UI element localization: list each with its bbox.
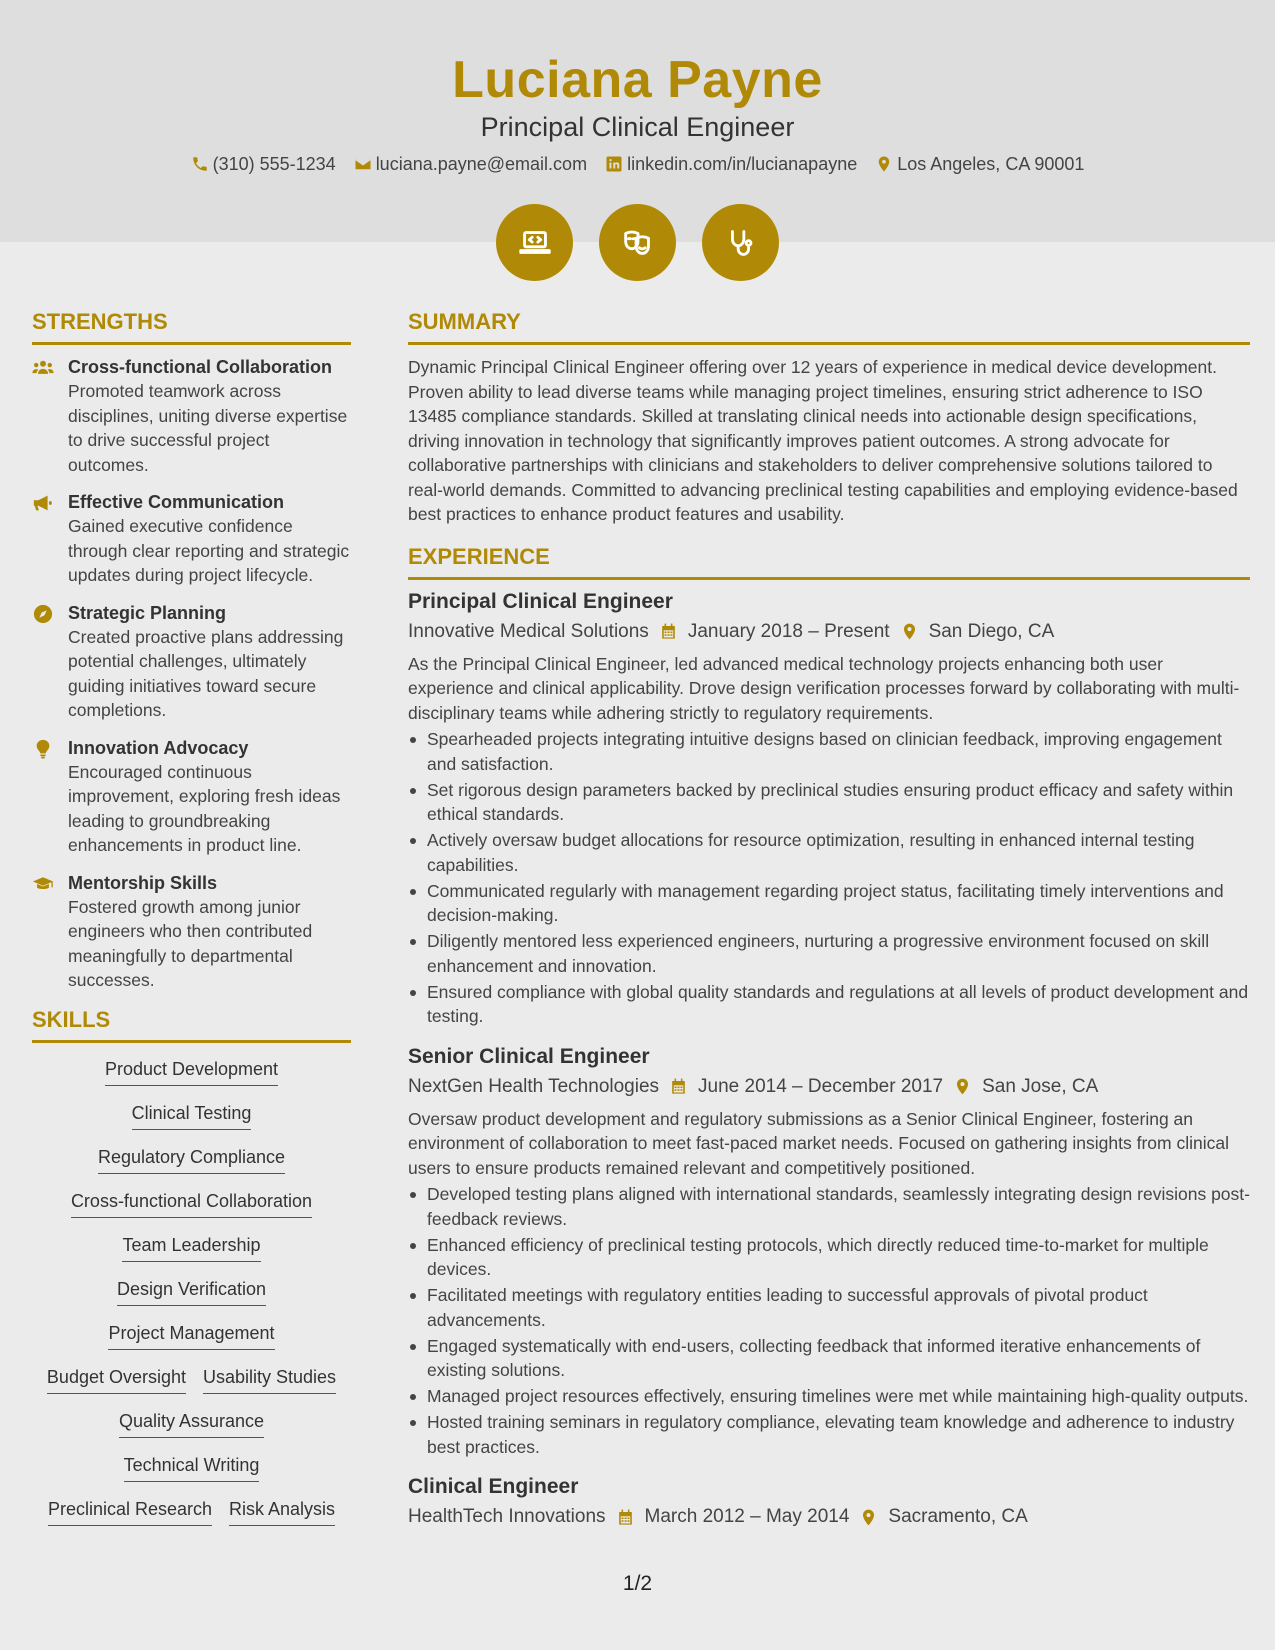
right-column: [408, 308, 1250, 1545]
job-bullet: Managed project resources effectively, ensuring timelines were met while maintaining high-quality outputs.: [408, 1384, 1250, 1409]
skill-tag: Risk Analysis: [229, 1497, 335, 1526]
strength-item: [32, 871, 351, 993]
stethoscope-badge: [702, 204, 779, 281]
skill-tag: Budget Oversight: [47, 1365, 186, 1394]
skill-row: [32, 1101, 351, 1130]
skill-row: [32, 1321, 351, 1350]
strength-desc: Fostered growth among junior engineers who then contributed meaningfully to departmental successes.: [68, 896, 313, 990]
skill-row: [32, 1365, 351, 1394]
job-meta: [408, 1073, 1250, 1101]
job-entry: [408, 1473, 1250, 1531]
strength-title: Mentorship Skills: [68, 872, 218, 893]
skill-tag: Technical Writing: [124, 1453, 260, 1482]
strength-item: [32, 736, 351, 858]
strength-desc: Encouraged continuous improvement, exploring fresh ideas leading to groundbreaking enhancements in product line.: [68, 761, 341, 855]
strength-item: [32, 490, 351, 588]
strength-body: [68, 490, 351, 588]
phone-text: (310) 555-1234: [212, 154, 336, 174]
job-dates: March 2012 – May 2014: [644, 1506, 850, 1527]
map-pin-icon: [900, 622, 919, 641]
calendar-icon: [616, 1508, 635, 1527]
experience-heading: EXPERIENCE: [408, 543, 1250, 580]
envelope-icon: [354, 155, 372, 173]
laptop-code-badge: [496, 204, 573, 281]
job-entry: [408, 1043, 1250, 1460]
jobs-list: [408, 588, 1250, 1532]
strength-title: Cross-functional Collaboration: [68, 357, 333, 377]
candidate-title: Principal Clinical Engineer: [480, 112, 795, 142]
strength-desc: Created proactive plans addressing potential challenges, ultimately guiding initiatives toward secure completions.: [68, 626, 344, 720]
job-bullet: Ensured compliance with global quality standards and regulations at all levels of product development and testing.: [408, 980, 1250, 1029]
job-meta: [408, 618, 1250, 646]
contact-linkedin[interactable]: [605, 152, 857, 176]
job-title: Principal Clinical Engineer: [408, 589, 673, 613]
laptop-code-icon: [516, 224, 554, 262]
contact-phone[interactable]: [191, 152, 336, 176]
skill-tag: Cross-functional Collaboration: [71, 1189, 312, 1218]
strength-desc: Gained executive confidence through clear reporting and strategic updates during project lifecycle.: [68, 516, 350, 585]
strength-item: [32, 355, 351, 477]
job-company: Innovative Medical Solutions: [408, 620, 649, 642]
strength-body: [68, 601, 351, 723]
contact-email[interactable]: [354, 152, 587, 176]
job-entry: [408, 588, 1250, 1029]
skill-row: [32, 1233, 351, 1262]
bullhorn-icon: [32, 490, 56, 588]
contact-row: [0, 152, 1275, 176]
job-bullet: Diligently mentored less experienced engineers, nurturing a progressive environment focused on skill enhancement and innovation.: [408, 929, 1250, 978]
lightbulb-icon: [32, 736, 56, 858]
skill-row: [32, 1453, 351, 1482]
contact-location: [875, 152, 1084, 176]
skill-tag: Clinical Testing: [132, 1101, 252, 1130]
skill-row: [32, 1057, 351, 1086]
job-title: Clinical Engineer: [408, 1475, 579, 1498]
compass-icon: [32, 601, 56, 723]
job-bullet: Communicated regularly with management regarding project status, facilitating timely interventions and decision-making.: [408, 879, 1250, 928]
strength-desc: Promoted teamwork across disciplines, uniting diverse expertise to drive successful project outcomes.: [68, 381, 348, 475]
map-pin-icon: [859, 1508, 878, 1527]
skill-tag: Team Leadership: [122, 1233, 260, 1262]
skill-row: [32, 1277, 351, 1306]
strength-body: [68, 736, 351, 858]
page-number: 1/2: [622, 1572, 653, 1595]
strength-item: [32, 601, 351, 723]
job-dates: January 2018 – Present: [687, 620, 890, 642]
theater-masks-icon: [619, 224, 657, 262]
job-bullet: Actively oversaw budget allocations for resource optimization, resulting in enhanced internal testing capabilities.: [408, 828, 1250, 877]
job-bullet: Enhanced efficiency of preclinical testing protocols, which directly reduced time-to-market for multiple devices.: [408, 1233, 1250, 1282]
skill-row: [32, 1409, 351, 1438]
skill-tag: Design Verification: [117, 1277, 266, 1306]
job-bullet: Spearheaded projects integrating intuitive designs based on clinician feedback, improving engagement and satisfaction.: [408, 727, 1250, 776]
job-bullets: [408, 1182, 1250, 1459]
calendar-icon: [659, 622, 678, 641]
job-desc: As the Principal Clinical Engineer, led advanced medical technology projects enhancing both user experience and clinical applicability. Drove design verification processes forward by collaborating with multi-disciplinary teams while adhering strictly to regulatory requirements.: [408, 653, 1240, 723]
location-text: Los Angeles, CA 90001: [897, 154, 1085, 174]
phone-icon: [191, 155, 209, 173]
strength-body: [68, 871, 351, 993]
skill-tag: Quality Assurance: [119, 1409, 264, 1438]
users-icon: [32, 355, 56, 477]
job-location: San Jose, CA: [982, 1075, 1099, 1097]
skills-heading: SKILLS: [32, 1006, 351, 1043]
strength-body: [68, 355, 351, 477]
job-dates: June 2014 – December 2017: [698, 1075, 944, 1097]
skill-tag: Preclinical Research: [48, 1497, 212, 1526]
job-bullet: Hosted training seminars in regulatory compliance, elevating team knowledge and adherence to industry best practices.: [408, 1410, 1250, 1459]
skill-tag: Usability Studies: [203, 1365, 336, 1394]
job-meta: [408, 1503, 1250, 1531]
skill-row: [32, 1189, 351, 1218]
stethoscope-icon: [722, 224, 760, 262]
email-text: luciana.payne@email.com: [375, 154, 588, 174]
strength-title: Effective Communication: [68, 492, 285, 512]
skill-row: [32, 1497, 351, 1526]
candidate-name: Luciana Payne: [452, 51, 823, 109]
strength-title: Innovation Advocacy: [68, 737, 249, 758]
skill-tag: Regulatory Compliance: [98, 1145, 285, 1174]
job-title: Senior Clinical Engineer: [408, 1044, 650, 1068]
calendar-icon: [669, 1077, 688, 1096]
job-bullet: Set rigorous design parameters backed by preclinical studies ensuring product efficacy and safety within ethical standards.: [408, 778, 1250, 827]
job-bullet: Engaged systematically with end-users, collecting feedback that informed iterative enhancements of existing solutions.: [408, 1334, 1250, 1383]
skill-row: [32, 1145, 351, 1174]
summary-text: Dynamic Principal Clinical Engineer offering over 12 years of experience in medical device development. Proven ability to lead diverse teams while managing project timelines, ensuring strict adherence to ISO 13485 compliance standards. Skilled at translating clinical needs into actionable design specifications, driving innovation in technology that significantly improves patient outcomes. A strong advocate for collaborative partnerships with clinicians and stakeholders to deliver comprehensive solutions tailored to real-world demands. Committed to advancing preclinical testing capabilities and employing evidence-based best practices to enhance product features and usability.: [408, 357, 1238, 524]
job-bullet: Facilitated meetings with regulatory entities leading to successful approvals of pivotal product advancements.: [408, 1283, 1250, 1332]
job-company: HealthTech Innovations: [408, 1506, 606, 1527]
linkedin-icon: [605, 155, 623, 173]
theater-masks-badge: [599, 204, 676, 281]
job-desc: Oversaw product development and regulatory submissions as a Senior Clinical Engineer, fostering an environment of collaboration to meet fast-paced market needs. Focused on gathering insights from clinical users to ensure products remained relevant and competitively positioned.: [408, 1108, 1229, 1178]
strengths-heading: STRENGTHS: [32, 308, 351, 345]
strength-title: Strategic Planning: [68, 602, 227, 623]
linkedin-text: linkedin.com/in/lucianapayne: [627, 154, 858, 174]
job-location: San Diego, CA: [928, 620, 1055, 642]
left-column: [32, 308, 351, 1541]
map-pin-icon: [953, 1077, 972, 1096]
graduation-cap-icon: [32, 871, 56, 993]
strengths-list: [32, 355, 351, 993]
job-location: Sacramento, CA: [888, 1506, 1028, 1527]
skills-list: [32, 1057, 351, 1526]
summary-heading: SUMMARY: [408, 308, 1250, 345]
skill-tag: Project Management: [108, 1321, 274, 1350]
job-bullets: [408, 727, 1250, 1029]
badge-icons: [0, 204, 1275, 281]
map-pin-icon: [875, 155, 893, 173]
job-company: NextGen Health Technologies: [408, 1075, 660, 1097]
skill-tag: Product Development: [105, 1057, 278, 1086]
job-bullet: Developed testing plans aligned with international standards, seamlessly integrating design revisions post-feedback reviews.: [408, 1182, 1250, 1231]
